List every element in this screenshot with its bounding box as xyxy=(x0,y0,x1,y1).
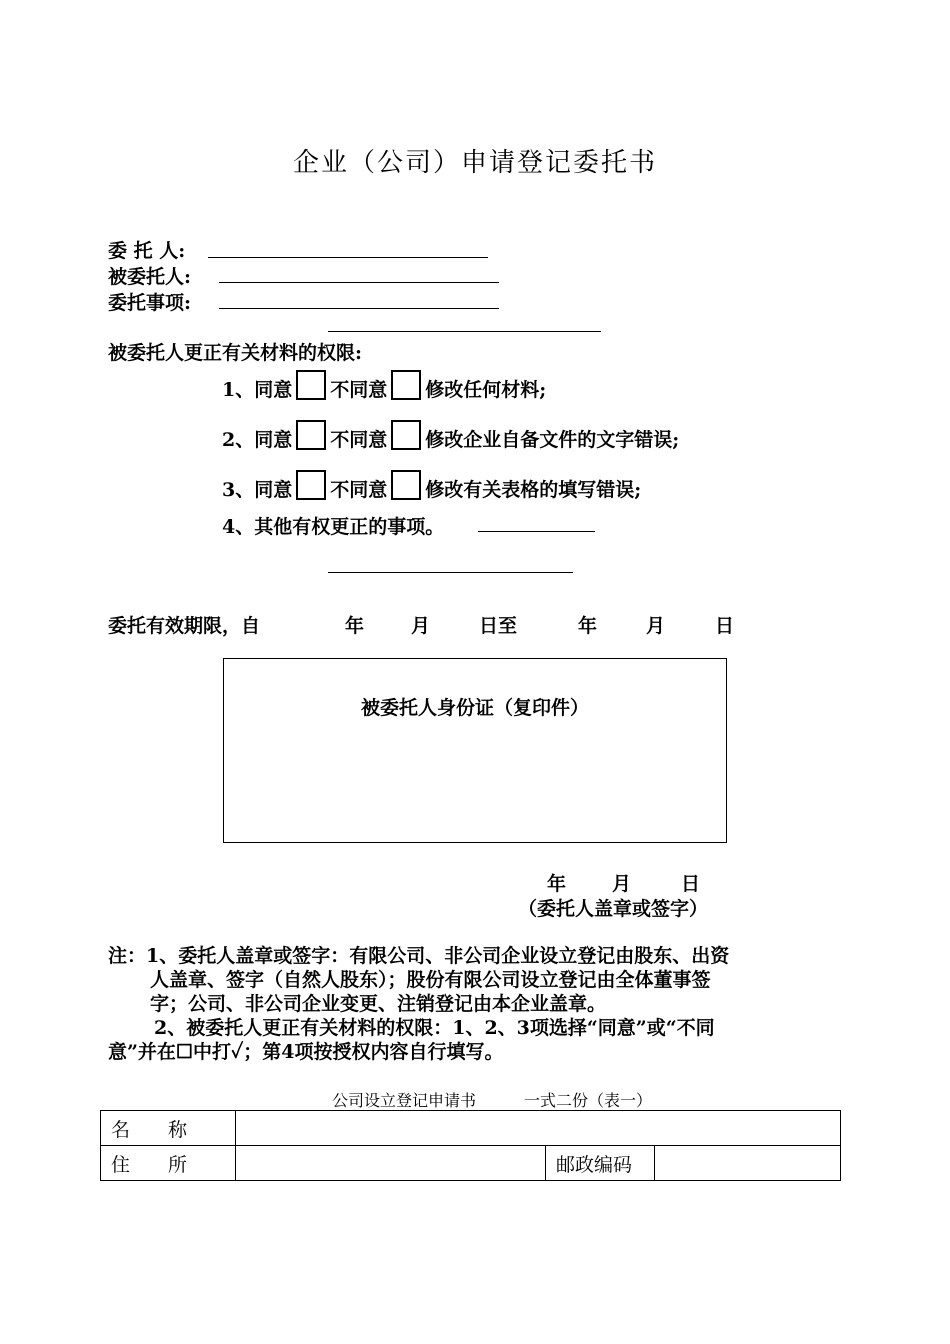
disagree-checkbox-1[interactable] xyxy=(391,370,421,400)
item-text: 修改任何材料; xyxy=(425,379,547,401)
registration-table xyxy=(100,1110,841,1181)
page-title: 企业（公司）申请登记委托书 xyxy=(292,148,657,178)
table-row xyxy=(101,1111,841,1146)
item-text: 修改企业自备文件的文字错误; xyxy=(425,429,680,451)
authority-item-2 xyxy=(222,420,679,452)
validity-from-month: 月 xyxy=(411,615,431,637)
sign-year: 年 xyxy=(547,873,567,895)
agree-checkbox-3[interactable] xyxy=(296,470,326,500)
agree-label: 同意 xyxy=(254,479,293,501)
id-copy-label: 被委托人身份证（复印件） xyxy=(360,697,589,719)
disagree-checkbox-2[interactable] xyxy=(391,420,421,450)
authority-item-3 xyxy=(222,470,641,502)
address-label-cell: 住 所 xyxy=(101,1146,236,1181)
matter-label: 委托事项: xyxy=(108,292,192,314)
authority-item-1 xyxy=(222,370,546,402)
item-number: 3、 xyxy=(222,479,255,501)
matter-blank[interactable] xyxy=(219,308,499,309)
validity-to-year: 年 xyxy=(578,615,598,637)
authority-item-4: 4、其他有权更正的事项。 xyxy=(222,516,445,538)
postcode-label-cell: 邮政编码 xyxy=(546,1146,655,1181)
id-copy-box xyxy=(223,658,727,843)
name-value-cell[interactable] xyxy=(236,1111,841,1146)
validity-from-year: 年 xyxy=(345,615,365,637)
agree-label: 同意 xyxy=(254,429,293,451)
agree-checkbox-2[interactable] xyxy=(296,420,326,450)
table-caption: 公司设立登记申请书 一式二份（表一） xyxy=(332,1091,653,1110)
note-line-1: 注：1、委托人盖章或签字：有限公司、非公司企业设立登记由股东、出资 xyxy=(108,945,730,967)
item-text: 修改有关表格的填写错误; xyxy=(425,479,642,501)
agree-checkbox-1[interactable] xyxy=(296,370,326,400)
sign-day: 日 xyxy=(681,873,701,895)
agent-blank[interactable] xyxy=(219,282,499,283)
note-line-3: 字；公司、非公司企业变更、注销登记由本企业盖章。 xyxy=(150,993,607,1015)
validity-to-day: 日 xyxy=(715,615,735,637)
disagree-checkbox-3[interactable] xyxy=(391,470,421,500)
validity-label: 委托有效期限，自 xyxy=(108,615,261,637)
validity-from-day-to: 日至 xyxy=(479,615,518,637)
disagree-label: 不同意 xyxy=(330,379,388,401)
principal-blank[interactable] xyxy=(208,257,488,258)
matter-blank-continued[interactable] xyxy=(328,331,601,332)
disagree-label: 不同意 xyxy=(330,429,388,451)
sign-month: 月 xyxy=(612,873,632,895)
principal-label: 委 托 人: xyxy=(108,240,186,262)
item4-blank-continued[interactable] xyxy=(328,572,573,573)
item-number: 1、 xyxy=(222,379,255,401)
note-line-4: 2、被委托人更正有关材料的权限：1、2、3项选择“同意”或“不同 xyxy=(154,1017,715,1039)
name-label-cell: 名 称 xyxy=(101,1111,236,1146)
authority-heading: 被委托人更正有关材料的权限: xyxy=(108,342,363,364)
item4-blank[interactable] xyxy=(478,531,595,532)
validity-to-month: 月 xyxy=(646,615,666,637)
note-line-2: 人盖章、签字（自然人股东）；股份有限公司设立登记由全体董事签 xyxy=(150,969,711,991)
address-value-cell[interactable] xyxy=(236,1146,546,1181)
sign-note: （委托人盖章或签字） xyxy=(518,898,709,920)
agree-label: 同意 xyxy=(254,379,293,401)
disagree-label: 不同意 xyxy=(330,479,388,501)
postcode-value-cell[interactable] xyxy=(655,1146,841,1181)
agent-label: 被委托人: xyxy=(108,266,192,288)
note-line-5: 意”并在☐中打✓；第4项按授权内容自行填写。 xyxy=(108,1041,504,1063)
table-row xyxy=(101,1146,841,1181)
item-number: 2、 xyxy=(222,429,255,451)
